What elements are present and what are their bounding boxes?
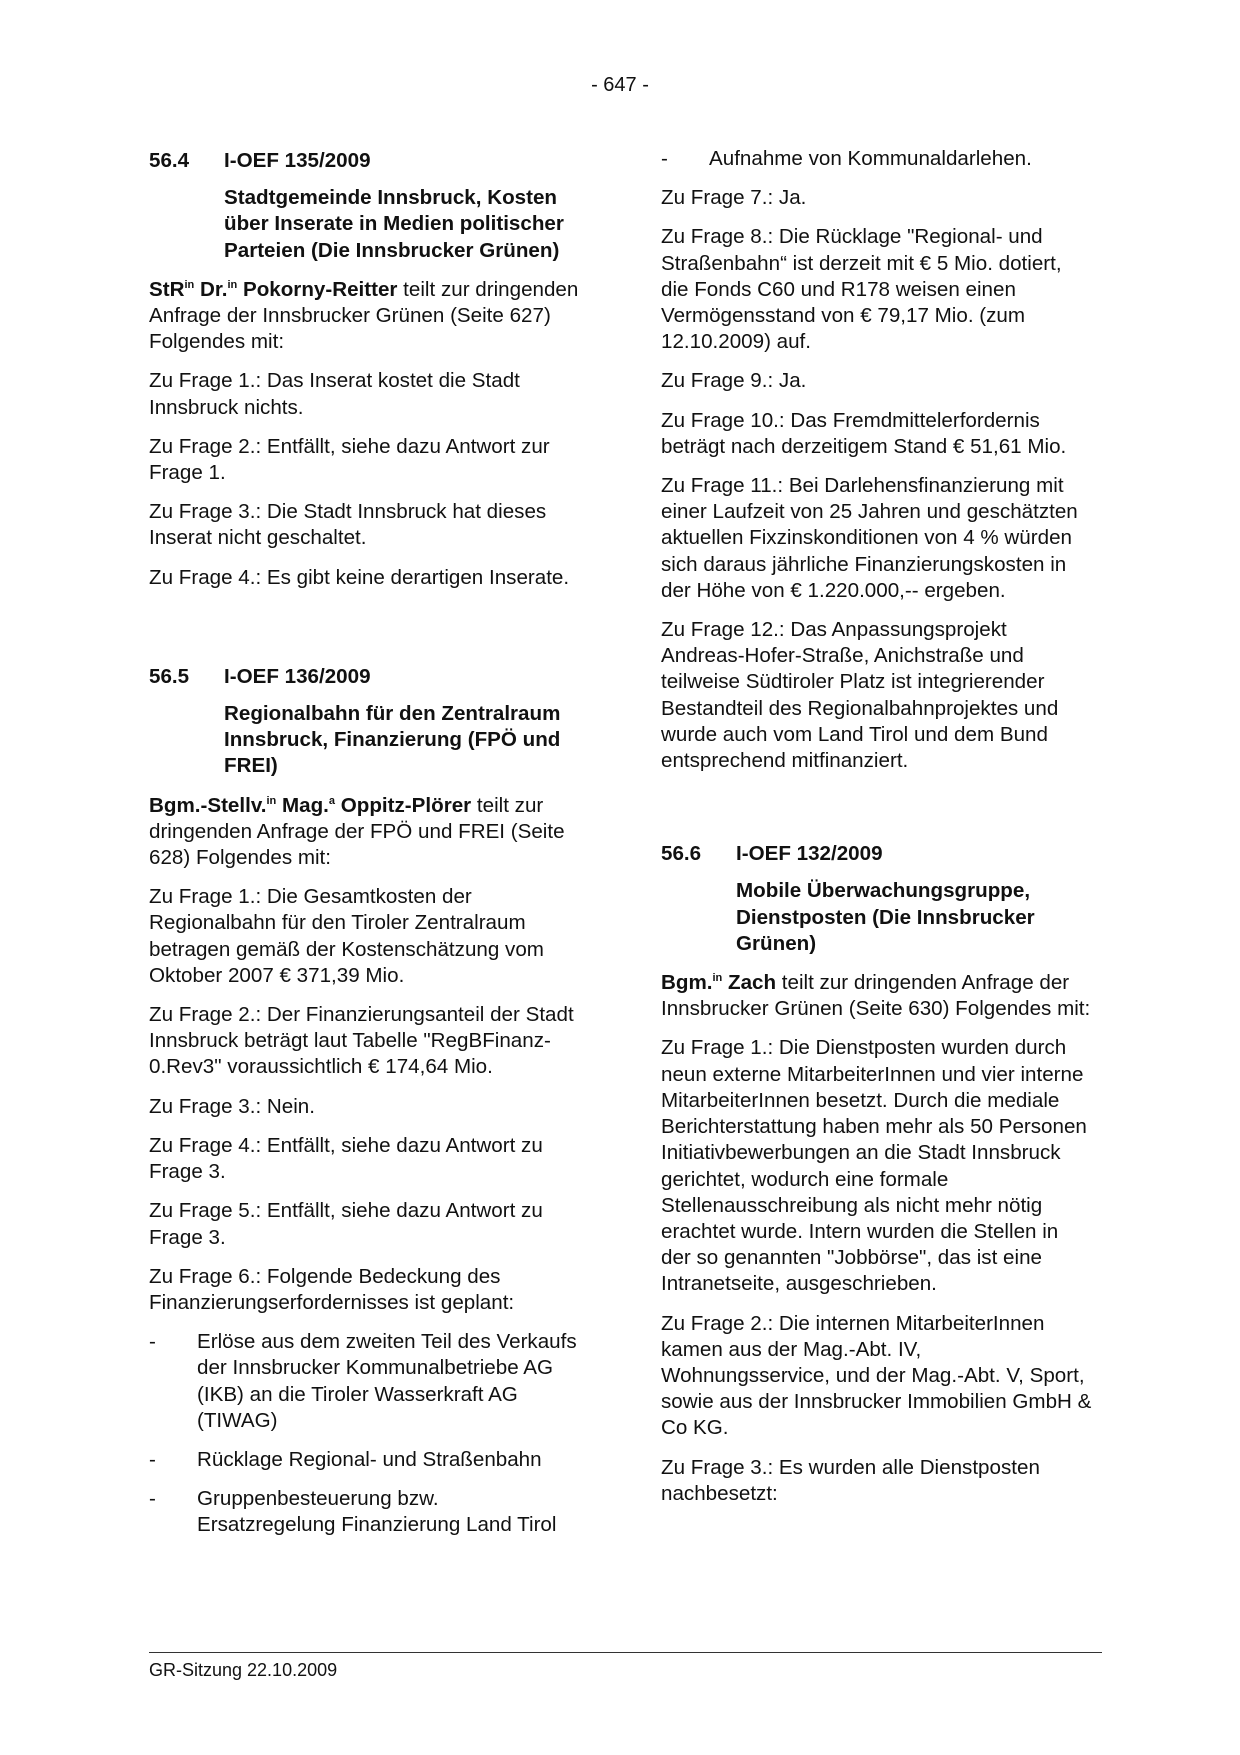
- section-number: 56.6: [661, 842, 702, 866]
- list-item: [149, 1486, 581, 1538]
- section-gap: [661, 787, 1093, 841]
- section-heading-56-5: [149, 664, 581, 690]
- answer-paragraph: Zu Frage 11.: Bei Darlehensfinanzierung mit einer Laufzeit von 25 Jahren und geschätzten aktuellen Fixzinskonditionen von 4 % würden sich daraus jährliche Finanzierungskosten in der Höhe von € 1.220.000,-- ergeben.: [661, 474, 1078, 602]
- speaker-intro: [149, 793, 581, 872]
- answer-paragraph: Zu Frage 1.: Die Gesamtkosten der Regionalbahn für den Tiroler Zentralraum betragen gemäß der Kostenschätzung vom Oktober 2007 € 371,39 Mio.: [149, 885, 544, 987]
- speaker-title: Bgm.-Stellv.: [149, 793, 267, 817]
- section-number: 56.4: [149, 149, 190, 172]
- footer-text: GR-Sitzung 22.10.2009: [149, 1660, 338, 1680]
- answer-paragraph: Zu Frage 9.: Ja.: [661, 369, 807, 393]
- answer-paragraph: Zu Frage 2.: Der Finanzierungsanteil der Stadt Innsbruck beträgt laut Tabelle "RegBFinanz-0.Rev3" voraussichtlich € 174,64 Mio.: [149, 1003, 574, 1079]
- left-column: [149, 148, 581, 1552]
- section-gap: [149, 604, 581, 664]
- speaker-text: teilt zur dringenden Anfrage der Innsbrucker Grünen (Seite 630) Folgendes mit:: [661, 971, 1091, 1021]
- funding-list-continued: [661, 146, 1093, 172]
- answer-paragraph: Zu Frage 8.: Die Rücklage "Regional- und Straßenbahn“ ist derzeit mit € 5 Mio. dotiert, die Fonds C60 und R178 weisen einen Vermögensstand von € 79,17 Mio. (zum 12.10.2009) auf.: [661, 225, 1062, 354]
- answer-paragraph: Zu Frage 3.: Nein.: [149, 1094, 315, 1118]
- answer-paragraph: Zu Frage 10.: Das Fremdmittelerfordernis beträgt nach derzeitigem Stand € 51,61 Mio.: [661, 408, 1067, 458]
- speaker-title-sup: in: [184, 278, 195, 291]
- answer-paragraph: Zu Frage 3.: Die Stadt Innsbruck hat dieses Inserat nicht geschaltet.: [149, 500, 547, 550]
- speaker-name: Oppitz-Plörer: [335, 793, 472, 817]
- answer-paragraph: Zu Frage 1.: Das Inserat kostet die Stadt Innsbruck nichts.: [149, 369, 520, 419]
- speaker-intro: [661, 970, 1093, 1022]
- footer-divider: [149, 1652, 1102, 1653]
- section-code: I-OEF 136/2009: [224, 664, 371, 688]
- dash-bullet: -: [149, 1330, 156, 1354]
- list-item-text: Erlöse aus dem zweiten Teil des Verkaufs der Innsbrucker Kommunalbetriebe AG (IKB) an die Tiroler Wasserkraft AG (TIWAG): [197, 1330, 577, 1432]
- speaker-degree: Dr.: [194, 277, 228, 301]
- section-heading-56-6: [661, 841, 1093, 867]
- list-item-text: Aufnahme von Kommunaldarlehen.: [709, 147, 1032, 170]
- speaker-title: Bgm.: [661, 971, 713, 995]
- speaker-text: teilt zur dringenden Anfrage der FPÖ und FREI (Seite 628) Folgendes mit:: [149, 793, 565, 870]
- section-number: 56.5: [149, 664, 190, 688]
- dash-bullet: -: [149, 1447, 156, 1471]
- answer-paragraph: Zu Frage 5.: Entfällt, siehe dazu Antwort zu Frage 3.: [149, 1199, 543, 1249]
- answer-paragraph: Zu Frage 1.: Die Dienstposten wurden durch neun externe MitarbeiterInnen und vier interne MitarbeiterInnen besetzt. Durch die mediale Berichterstattung haben mehr als 50 Personen Initiativbewerbungen an die Stadt Innsbruck gerichtet, wodurch eine formale Stellenausschreibung als nicht mehr nötig erachtet wurde. Intern wurden die Stellen in der so genannten "Jobbörse", das ist eine Intranetseite, ausgeschrieben.: [661, 1036, 1087, 1296]
- list-item: [149, 1329, 581, 1434]
- speaker-name: Zach: [722, 971, 777, 995]
- section-code: I-OEF 135/2009: [224, 149, 371, 172]
- answer-paragraph: Zu Frage 2.: Die internen MitarbeiterInnen kamen aus der Mag.-Abt. IV, Wohnungsservice, und der Mag.-Abt. V, Sport, sowie aus der Innsbrucker Immobilien GmbH & Co KG.: [661, 1311, 1092, 1440]
- speaker-name: Pokorny-Reitter: [237, 277, 398, 301]
- answer-paragraph: Zu Frage 2.: Entfällt, siehe dazu Antwort zur Frage 1.: [149, 434, 550, 485]
- speaker-degree-sup: in: [227, 278, 238, 291]
- answer-paragraph: Zu Frage 7.: Ja.: [661, 186, 807, 210]
- section-title: Mobile Überwachungsgruppe, Dienstposten (Die Innsbrucker Grünen): [736, 879, 1035, 955]
- section-title: Stadtgemeinde Innsbruck, Kosten über Inserate in Medien politischer Parteien (Die Innsbrucker Grünen): [224, 186, 564, 262]
- funding-list: [149, 1329, 581, 1538]
- speaker-degree: Mag.: [276, 793, 329, 817]
- answer-paragraph: Zu Frage 4.: Es gibt keine derartigen Inserate.: [149, 565, 570, 589]
- section-title: Regionalbahn für den Zentralraum Innsbruck, Finanzierung (FPÖ und FREI): [224, 702, 561, 778]
- dash-bullet: -: [149, 1487, 156, 1511]
- answer-paragraph: Zu Frage 12.: Das Anpassungsprojekt Andreas-Hofer-Straße, Anichstraße und teilweise Südtiroler Platz ist integrierender Bestandteil des Regionalbahnprojektes und wurde auch vom Land Tirol und dem Bund entsprechend mitfinanziert.: [661, 618, 1059, 773]
- page-number: - 647 -: [591, 74, 649, 96]
- list-item-text: Gruppenbesteuerung bzw. Ersatzregelung Finanzierung Land Tirol: [197, 1487, 557, 1537]
- answer-paragraph: Zu Frage 3.: Es wurden alle Dienstposten nachbesetzt:: [661, 1455, 1040, 1505]
- speaker-text: teilt zur dringenden Anfrage der Innsbrucker Grünen (Seite 627) Folgendes mit:: [149, 277, 579, 354]
- list-item: [661, 146, 1093, 172]
- list-item-text: Rücklage Regional- und Straßenbahn: [197, 1447, 542, 1471]
- answer-paragraph: Zu Frage 6.: Folgende Bedeckung des Finanzierungserfordernisses ist geplant:: [149, 1264, 515, 1314]
- right-column: [661, 148, 1093, 1520]
- section-code: I-OEF 132/2009: [736, 842, 883, 866]
- speaker-title-sup: in: [266, 794, 277, 807]
- speaker-title-sup: in: [712, 972, 723, 985]
- speaker-degree-sup: a: [328, 794, 336, 807]
- speaker-intro: [149, 277, 581, 356]
- speaker-title: StR: [149, 277, 185, 301]
- dash-bullet: -: [661, 147, 668, 170]
- answer-paragraph: Zu Frage 4.: Entfällt, siehe dazu Antwort zu Frage 3.: [149, 1133, 543, 1184]
- list-item: [149, 1447, 581, 1473]
- section-heading-56-4: [149, 148, 581, 174]
